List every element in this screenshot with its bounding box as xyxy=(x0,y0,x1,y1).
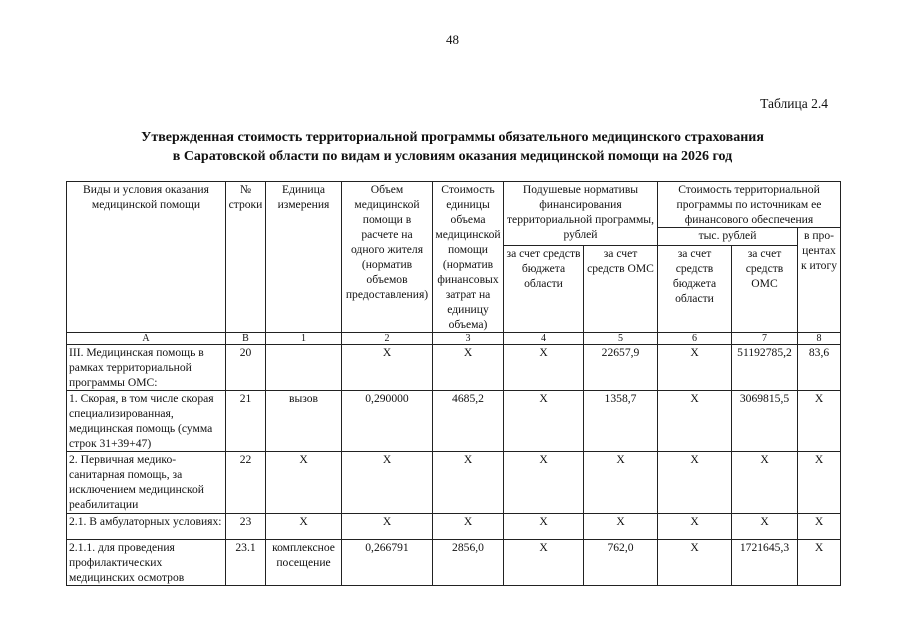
row-cost-budget: Х xyxy=(658,452,732,514)
row-percent: Х xyxy=(798,514,841,540)
index-cell: 7 xyxy=(732,333,798,345)
row-cost-oms: Х xyxy=(732,452,798,514)
row-pc-budget: Х xyxy=(504,391,584,452)
row-pc-oms: Х xyxy=(584,452,658,514)
row-cost-oms: 3069815,5 xyxy=(732,391,798,452)
index-cell: 5 xyxy=(584,333,658,345)
header-col-a: Виды и условия оказания медицинской помощи xyxy=(67,182,226,333)
row-pc-budget: Х xyxy=(504,514,584,540)
column-index-row xyxy=(67,333,841,345)
title-line-2: в Саратовской области по видам и условиям оказания медицинской помощи на 2026 год xyxy=(172,149,733,164)
row-unit: комплексное посещение xyxy=(266,540,342,586)
table-row xyxy=(67,514,841,540)
row-name: 2.1.1. для проведения профилактических медицинских осмотров xyxy=(67,540,226,586)
row-unit-cost: 4685,2 xyxy=(433,391,504,452)
row-pc-budget: Х xyxy=(504,540,584,586)
page-number: 48 xyxy=(446,32,459,47)
index-cell: 3 xyxy=(433,333,504,345)
row-percent: Х xyxy=(798,452,841,514)
row-unit-cost: Х xyxy=(433,345,504,391)
table-row xyxy=(67,345,841,391)
row-number: 23.1 xyxy=(226,540,266,586)
row-cost-oms: Х xyxy=(732,514,798,540)
header-col-1: Единица измерения xyxy=(266,182,342,333)
index-cell: 1 xyxy=(266,333,342,345)
header-thousand-rub: тыс. рублей xyxy=(658,228,798,246)
row-pc-oms: 22657,9 xyxy=(584,345,658,391)
index-cell: В xyxy=(226,333,266,345)
header-col-2: Объем медицинской помощи в расчете на одного жителя (норматив объемов предоставления) xyxy=(342,182,433,333)
header-col-5: за счет средств ОМС xyxy=(584,246,658,333)
row-percent: Х xyxy=(798,391,841,452)
header-col-3: Стоимость единицы объема медицинской помощи (норматив финансовых затрат на единицу объема) xyxy=(433,182,504,333)
row-name: 2. Первичная медико-санитарная помощь, за исключением медицинской реабилитации xyxy=(67,452,226,514)
row-cost-oms: 51192785,2 xyxy=(732,345,798,391)
row-volume: Х xyxy=(342,345,433,391)
table-row xyxy=(67,452,841,514)
row-volume: 0,290000 xyxy=(342,391,433,452)
row-cost-budget: Х xyxy=(658,345,732,391)
row-unit: вызов xyxy=(266,391,342,452)
row-name: 1. Скорая, в том числе скорая специализированная, медицинская помощь (сумма строк 31+39+47) xyxy=(67,391,226,452)
row-number: 20 xyxy=(226,345,266,391)
header-group-per-capita: Подушевые нормативы финансирования территориальной программы, рублей xyxy=(504,182,658,246)
row-percent: Х xyxy=(798,540,841,586)
row-unit-cost: Х xyxy=(433,514,504,540)
row-number: 21 xyxy=(226,391,266,452)
index-cell: 8 xyxy=(798,333,841,345)
row-unit: Х xyxy=(266,514,342,540)
row-cost-budget: Х xyxy=(658,391,732,452)
title-line-1: Утвержденная стоимость территориальной программы обязательного медицинского страхования xyxy=(141,130,764,145)
row-unit: Х xyxy=(266,452,342,514)
header-col-4: за счет средств бюджета области xyxy=(504,246,584,333)
row-number: 23 xyxy=(226,514,266,540)
row-volume: Х xyxy=(342,452,433,514)
row-pc-oms: Х xyxy=(584,514,658,540)
row-cost-oms: 1721645,3 xyxy=(732,540,798,586)
header-group-cost: Стоимость территориальной программы по источникам ее финансового обеспечения xyxy=(658,182,841,228)
header-col-7: за счет средств ОМС xyxy=(732,246,798,333)
row-name: III. Медицинская помощь в рамках территориальной программы ОМС: xyxy=(67,345,226,391)
document-title xyxy=(0,128,905,166)
cost-table xyxy=(66,181,841,586)
row-unit-cost: 2856,0 xyxy=(433,540,504,586)
table-label: Таблица 2.4 xyxy=(760,96,828,111)
row-volume: Х xyxy=(342,514,433,540)
row-unit-cost: Х xyxy=(433,452,504,514)
row-number: 22 xyxy=(226,452,266,514)
row-cost-budget: Х xyxy=(658,514,732,540)
row-volume: 0,266791 xyxy=(342,540,433,586)
row-unit xyxy=(266,345,342,391)
row-cost-budget: Х xyxy=(658,540,732,586)
header-col-b: № строки xyxy=(226,182,266,333)
row-name: 2.1. В амбулаторных условиях: xyxy=(67,514,226,540)
row-percent: 83,6 xyxy=(798,345,841,391)
index-cell: 6 xyxy=(658,333,732,345)
header-col-6: за счет средств бюджета области xyxy=(658,246,732,333)
index-cell: 4 xyxy=(504,333,584,345)
row-pc-budget: Х xyxy=(504,452,584,514)
index-cell: А xyxy=(67,333,226,345)
header-col-8: в про-центах к итогу xyxy=(798,228,841,333)
row-pc-oms: 762,0 xyxy=(584,540,658,586)
table-row xyxy=(67,391,841,452)
index-cell: 2 xyxy=(342,333,433,345)
table-row xyxy=(67,540,841,586)
row-pc-oms: 1358,7 xyxy=(584,391,658,452)
row-pc-budget: Х xyxy=(504,345,584,391)
